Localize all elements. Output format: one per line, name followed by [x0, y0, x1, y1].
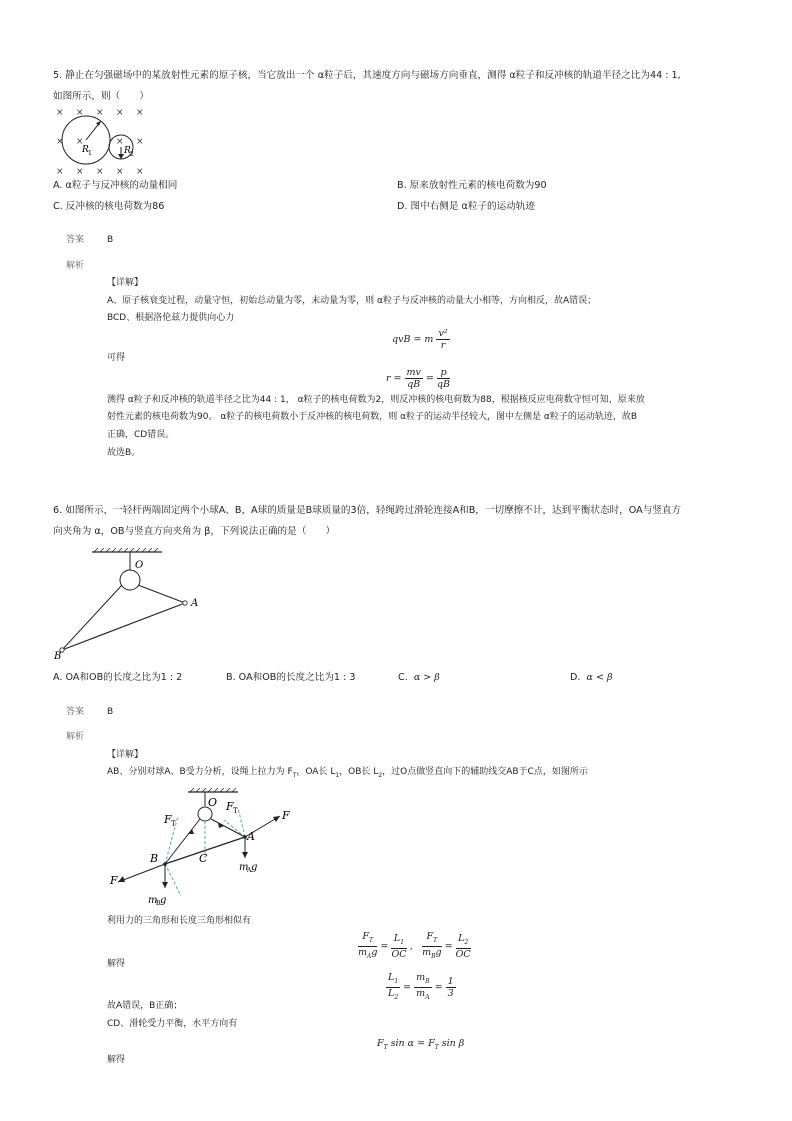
- label-mbg: m: [148, 895, 158, 906]
- q5-conclusion-line3: 正确，CD错误。: [107, 430, 175, 440]
- q6-option-c[interactable]: C. α > β: [398, 672, 440, 683]
- label-ft-left-sub: T: [171, 820, 176, 828]
- pulley-circle-2: [198, 807, 212, 821]
- q5-equation-1: qvB = m $\frac{\text{v²}}{r}$: [392, 328, 448, 351]
- label-mag: m: [239, 862, 249, 873]
- svg-text:×: ×: [136, 108, 144, 118]
- label-o-2: O: [208, 796, 218, 809]
- svg-text:×: ×: [96, 167, 104, 177]
- q6-answer: B: [107, 707, 114, 717]
- q5-conclusion-line4: 故选B。: [107, 448, 141, 458]
- q6-stem-line2: 向夹角为 α，OB与竖直方向夹角为 β，下列说法正确的是（ ）: [53, 526, 336, 537]
- q6-jiede-2: 解得: [107, 1055, 126, 1065]
- label-mag-sub: A: [247, 867, 252, 874]
- q5-option-a[interactable]: A. α粒子与反冲核的动量相同: [53, 180, 178, 191]
- field-crosses: [56, 108, 144, 177]
- svg-text:×: ×: [56, 167, 64, 177]
- label-mag-g: g: [251, 862, 258, 873]
- r2-label: R: [124, 146, 131, 156]
- svg-text:×: ×: [96, 108, 104, 118]
- q6-equation-3: $\frac{F_T}{m_Ag}$ = $\frac{L_1}{OC}$ ， $\frac{F_T}{m_Bg}$ = $\frac{L_2}{OC}$: [358, 931, 471, 960]
- q5-stem-line1: 5. 静止在匀强磁场中的某放射性元素的原子核，当它放出一个 α粒子后，其速度方向与磁场方向垂直，测得 α粒子和反冲核的轨道半径之比为44 : 1,: [53, 70, 681, 81]
- q6-rod-pulley-figure: [52, 547, 212, 662]
- q6-option-a[interactable]: A. OA和OB的长度之比为1 : 2: [53, 672, 183, 683]
- label-ft-left: F: [164, 813, 172, 826]
- label-f-left: F: [110, 874, 118, 887]
- q5-answer: B: [107, 235, 114, 245]
- svg-text:×: ×: [116, 167, 124, 177]
- q6-answer-label: 答案: [66, 707, 85, 717]
- label-a: A: [191, 598, 199, 609]
- q5-equation-2: r = $\frac{mv}{qB}$ = $\frac{p}{qB}$: [386, 367, 451, 390]
- q5-detail-title: 【详解】: [107, 278, 144, 288]
- q5-line-bcd: BCD、根据洛伦兹力提供向心力: [107, 313, 235, 323]
- r1-sub: 1: [88, 150, 92, 157]
- svg-text:×: ×: [76, 167, 84, 177]
- q6-force-analysis-figure: [108, 786, 308, 911]
- label-a-2: A: [247, 830, 255, 843]
- svg-text:×: ×: [136, 167, 144, 177]
- q6-line-cd: CD、滑轮受力平衡，水平方向有: [107, 1019, 238, 1029]
- label-ft-right: F: [226, 800, 234, 813]
- q6-similarity-line: 利用力的三角形和长度三角形相似有: [107, 916, 252, 926]
- q5-stem-line2: 如图所示，则（ ）: [53, 91, 149, 102]
- q6-conclusion-ab: 故A错误，B正确；: [107, 1001, 183, 1011]
- q6-option-b[interactable]: B. OA和OB的长度之比为1 : 3: [226, 672, 356, 683]
- q5-conclusion-line1: 测得 α粒子和反冲核的轨道半径之比为44 : 1， α粒子的核电荷数为2，则反冲核的核电荷数为88，根据核反应电荷数守恒可知，原来放: [107, 395, 645, 405]
- svg-text:×: ×: [76, 108, 84, 118]
- label-o: O: [135, 560, 144, 571]
- q5-analysis-label: 解析: [66, 261, 85, 271]
- q5-answer-label: 答案: [66, 235, 85, 245]
- q5-option-c[interactable]: C. 反冲核的核电荷数为86: [53, 201, 165, 212]
- q6-equation-4: $\frac{L_1}{L_2}$ = $\frac{m_B}{m_A}$ = $\frac{1}{3}$: [388, 972, 454, 1001]
- q5-conclusion-line2: 射性元素的核电荷数为90。 α粒子的核电荷数小于反冲核的核电荷数，则 α粒子的运动半径较大，图中左侧是 α粒子的运动轨迹，故B: [107, 412, 638, 422]
- svg-text:×: ×: [76, 137, 84, 147]
- label-f-right: F: [282, 809, 290, 822]
- r2-sub: 2: [130, 151, 134, 158]
- svg-text:×: ×: [116, 108, 124, 118]
- q5-magnetic-field-figure: [52, 106, 152, 178]
- svg-text:×: ×: [56, 137, 64, 147]
- label-b: B: [54, 651, 62, 662]
- q5-kede: 可得: [107, 353, 126, 363]
- q6-option-d[interactable]: D. α < β: [570, 672, 613, 683]
- q5-option-d[interactable]: D. 图中右侧是 α粒子的运动轨迹: [397, 201, 535, 212]
- svg-text:×: ×: [136, 137, 144, 147]
- label-mbg-g: g: [160, 895, 167, 906]
- q5-line-a: A、原子核衰变过程，动量守恒，初始总动量为零，末动量为零，则 α粒子与反冲核的动量大小相等，方向相反，故A错误；: [107, 296, 597, 306]
- q6-jiede-1: 解得: [107, 959, 126, 969]
- q6-line-ab: AB、分别对球A、B受力分析，设绳上拉力为 $F_T$，OA长 $L_1$，OB长 $L_2$，过O点做竖直向下的辅助线交AB于C点，如图所示: [107, 767, 588, 779]
- q5-option-b[interactable]: B. 原来放射性元素的核电荷数为90: [397, 180, 547, 191]
- q6-detail-title: 【详解】: [107, 750, 144, 760]
- q6-equation-5: $F_T$ $\sin \alpha = F_T$ sin β: [377, 1038, 465, 1051]
- pulley-circle: [120, 570, 140, 590]
- label-b-2: B: [150, 852, 159, 865]
- q6-analysis-label: 解析: [66, 732, 85, 742]
- svg-text:×: ×: [116, 137, 124, 147]
- q6-stem-line1: 6. 如图所示，一轻杆两端固定两个小球A、B，A球的质量是B球质量的3倍，轻绳跨过滑轮连接A和B，一切摩擦不计，达到平衡状态时，OA与竖直方: [53, 505, 682, 516]
- r1-label: R: [82, 145, 89, 155]
- label-mbg-sub: B: [156, 900, 161, 907]
- label-ft-right-sub: T: [233, 807, 238, 815]
- label-c: C: [199, 852, 208, 865]
- svg-text:×: ×: [56, 108, 64, 118]
